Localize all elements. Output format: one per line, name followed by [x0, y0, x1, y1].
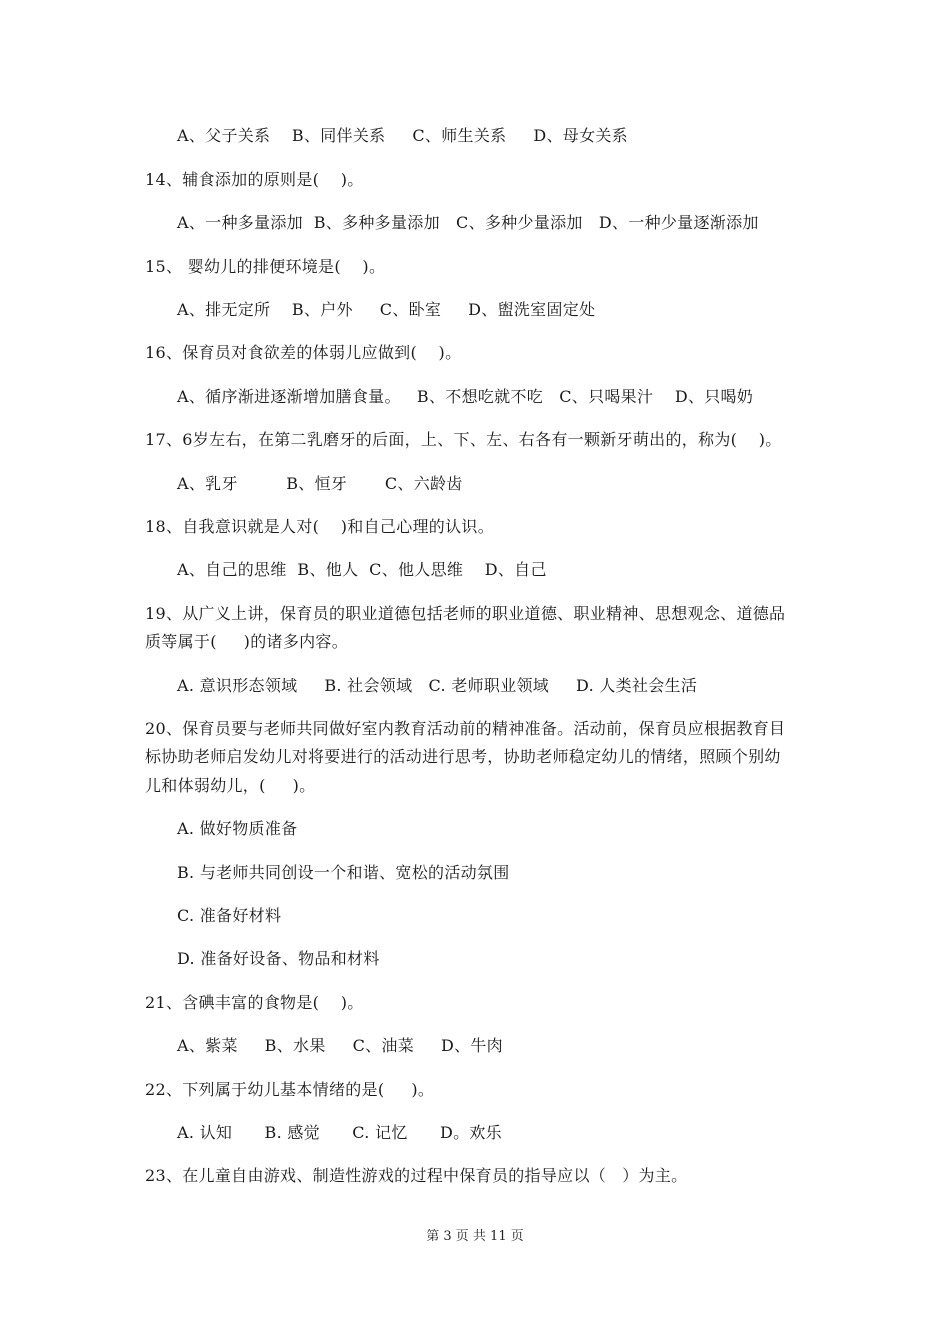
q15-options: A、排无定所 B、户外 C、卧室 D、盥洗室固定处 — [177, 300, 596, 319]
q20-stem-line3: 儿和体弱幼儿，( )。 — [145, 776, 316, 795]
q13-options: A、父子关系 B、同伴关系 C、师生关系 D、母女关系 — [177, 126, 628, 145]
q23-stem: 23、在儿童自由游戏、制造性游戏的过程中保育员的指导应以（ ）为主。 — [145, 1166, 688, 1185]
q18-options: A、自己的思维 B、他人 C、他人思维 D、自己 — [177, 560, 547, 579]
q17-options: A、乳牙 B、恒牙 C、六龄齿 — [177, 474, 463, 493]
q20-stem-line2: 标协助老师启发幼儿对将要进行的活动进行思考，协助老师稳定幼儿的情绪，照顾个别幼 — [145, 747, 781, 766]
q20-option-d: D. 准备好设备、物品和材料 — [177, 949, 380, 968]
q20-option-a: A. 做好物质准备 — [177, 819, 298, 838]
q20-stem-line1: 20、保育员要与老师共同做好室内教育活动前的精神准备。活动前，保育员应根据教育目 — [145, 719, 786, 738]
q21-stem: 21、含碘丰富的食物是( )。 — [145, 993, 364, 1012]
q15-stem: 15、 婴幼儿的排便环境是( )。 — [145, 257, 386, 276]
q16-stem: 16、保育员对食欲差的体弱儿应做到( )。 — [145, 343, 462, 362]
page-number-footer: 第 3 页 共 11 页 — [426, 1229, 524, 1244]
q18-stem: 18、自我意识就是人对( )和自己心理的认识。 — [145, 517, 494, 536]
q22-stem: 22、下列属于幼儿基本情绪的是( )。 — [145, 1080, 435, 1099]
q14-stem: 14、辅食添加的原则是( )。 — [145, 170, 364, 189]
q14-options: A、一种多量添加 B、多种多量添加 C、多种少量添加 D、一种少量逐渐添加 — [177, 213, 759, 232]
q20-option-c: C. 准备好材料 — [177, 906, 282, 925]
q17-stem: 17、6岁左右，在第二乳磨牙的后面，上、下、左、右各有一颗新牙萌出的，称为( )。 — [145, 430, 782, 449]
q19-stem-line2: 质等属于( )的诸多内容。 — [145, 632, 349, 651]
q16-options: A、循序渐进逐渐增加膳食量。 B、不想吃就不吃 C、只喝果汁 D、只喝奶 — [177, 387, 754, 406]
q19-stem-line1: 19、从广义上讲，保育员的职业道德包括老师的职业道德、职业精神、思想观念、道德品 — [145, 604, 786, 623]
q22-options: A. 认知 B. 感觉 C. 记忆 D。欢乐 — [177, 1123, 502, 1142]
q21-options: A、紫菜 B、水果 C、油菜 D、牛肉 — [177, 1036, 503, 1055]
q20-option-b: B. 与老师共同创设一个和谐、宽松的活动氛围 — [177, 863, 510, 882]
q19-options: A. 意识形态领域 B. 社会领域 C. 老师职业领域 D. 人类社会生活 — [177, 676, 698, 695]
